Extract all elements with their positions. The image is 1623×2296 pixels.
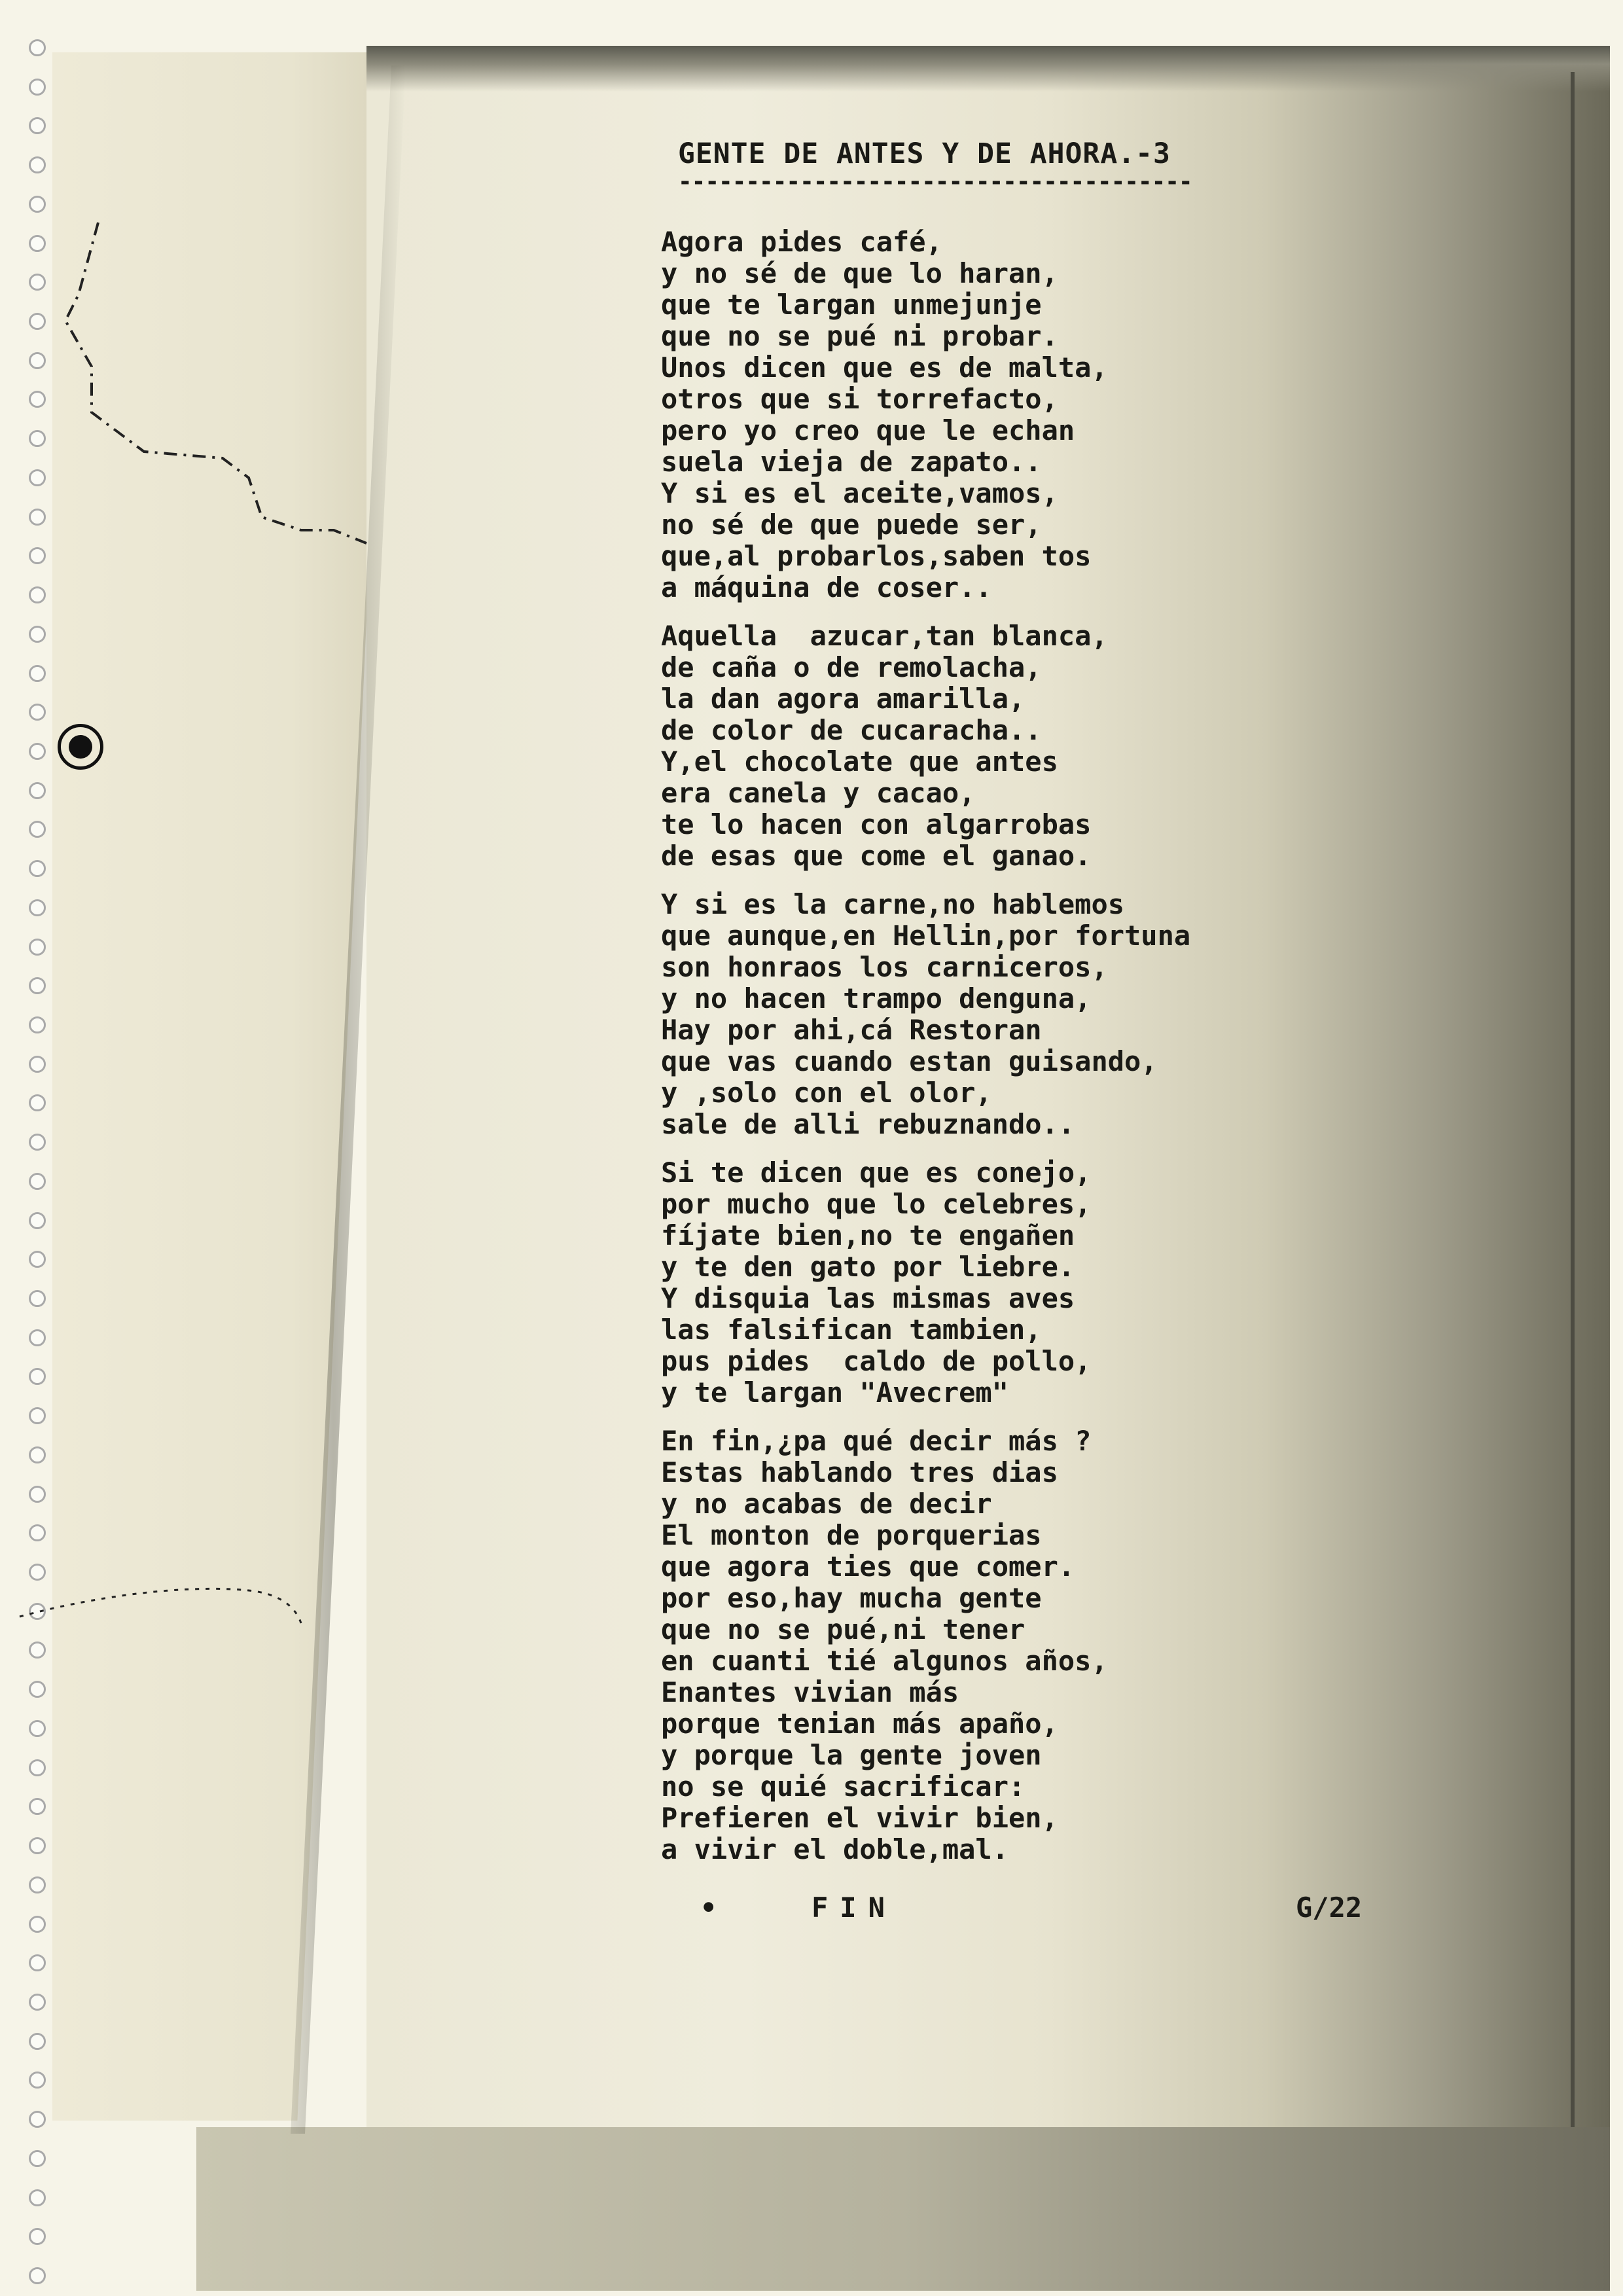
spiral-ring (29, 1641, 46, 1659)
poem-line: la dan agora amarilla, (661, 683, 1026, 715)
spiral-ring (29, 977, 46, 994)
spiral-ring (29, 2150, 46, 2167)
spiral-ring (29, 2111, 46, 2128)
spiral-ring (29, 79, 46, 96)
poem-line: Y si es el aceite,vamos, (661, 477, 1058, 509)
poem-line: son honraos los carniceros, (661, 951, 1108, 983)
poem-line: y no acabas de decir (661, 1488, 992, 1520)
poem-line: en cuanti tié algunos años, (661, 1645, 1108, 1677)
spiral-ring (29, 1486, 46, 1503)
spiral-ring (29, 1681, 46, 1698)
poem-line: y no sé de que lo haran, (661, 257, 1058, 289)
title-underline: -------------------------------------- (678, 168, 1192, 195)
poem-line: Si te dicen que es conejo, (661, 1157, 1092, 1189)
spiral-ring (29, 156, 46, 173)
footer-page-code: G/22 (1296, 1892, 1363, 1924)
poem-line: no sé de que puede ser, (661, 509, 1042, 541)
spiral-ring (29, 1720, 46, 1737)
poem-line: que agora ties que comer. (661, 1551, 1075, 1583)
poem-line: Hay por ahi,cá Restoran (661, 1014, 1042, 1046)
poem-stanza (661, 1426, 1446, 1865)
poem-line: a máquina de coser.. (661, 571, 992, 603)
spiral-ring (29, 1837, 46, 1854)
dash-dot-annotation (26, 216, 380, 556)
spiral-ring (29, 1524, 46, 1541)
poem-line: que no se pué ni probar. (661, 320, 1058, 352)
spiral-ring (29, 1876, 46, 1893)
poem-stanza (661, 620, 1446, 872)
poem-line: y porque la gente joven (661, 1739, 1042, 1771)
spiral-ring (29, 1212, 46, 1229)
poem-line: por mucho que lo celebres, (661, 1188, 1092, 1220)
poem-line: de color de cucaracha.. (661, 714, 1042, 746)
spiral-ring (29, 39, 46, 56)
poem-line: suela vieja de zapato.. (661, 446, 1042, 478)
poem-stanza (661, 1157, 1446, 1408)
spiral-ring (29, 743, 46, 760)
spiral-ring (29, 1954, 46, 1971)
poem-line: y no hacen trampo denguna, (661, 982, 1092, 1014)
footer-fin: FIN (812, 1892, 897, 1924)
poem-line: de esas que come el ganao. (661, 840, 1092, 872)
spiral-ring (29, 821, 46, 838)
spiral-ring (29, 939, 46, 956)
spiral-ring (29, 1446, 46, 1463)
poem-line: Unos dicen que es de malta, (661, 351, 1108, 384)
poem-line: sale de alli rebuznando.. (661, 1108, 1075, 1140)
poem-line: Prefieren el vivir bien, (661, 1802, 1058, 1834)
poem-line: te lo hacen con algarrobas (661, 808, 1092, 840)
poem-line: Y disquia las mismas aves (661, 1282, 1075, 1314)
spiral-ring (29, 1134, 46, 1151)
poem-line: El monton de porquerias (661, 1519, 1042, 1551)
poem-line: fíjate bien,no te engañen (661, 1219, 1075, 1251)
poem-line: a vivir el doble,mal. (661, 1833, 1009, 1865)
spiral-ring (29, 1251, 46, 1268)
spiral-ring (29, 1290, 46, 1307)
footer-bullet: • (700, 1892, 717, 1924)
poem-line: era canela y cacao, (661, 777, 976, 809)
spiral-ring (29, 1016, 46, 1033)
spiral-ring (29, 1368, 46, 1385)
spiral-ring (29, 860, 46, 877)
spiral-ring (29, 2267, 46, 2284)
spiral-ring (29, 1407, 46, 1424)
poem-line: pus pides caldo de pollo, (661, 1345, 1092, 1377)
spiral-ring (29, 1759, 46, 1776)
spiral-ring (29, 626, 46, 643)
spiral-ring (29, 586, 46, 603)
poem-stanza (661, 226, 1446, 603)
spiral-ring (29, 1798, 46, 1815)
spiral-ring (29, 2033, 46, 2050)
spiral-ring (29, 782, 46, 799)
spiral-ring (29, 196, 46, 213)
poem-line: En fin,¿pa qué decir más ? (661, 1425, 1092, 1457)
cross-stitch-annotation (13, 1558, 314, 1630)
poem-line: que no se pué,ni tener (661, 1613, 1026, 1645)
poem-line: no se quié sacrificar: (661, 1770, 1026, 1803)
poem-line: las falsifican tambien, (661, 1314, 1042, 1346)
poem-line: Agora pides café, (661, 226, 942, 258)
spiral-ring (29, 1173, 46, 1190)
poem-line: Enantes vivian más (661, 1676, 959, 1708)
poem-line: que te largan unmejunje (661, 289, 1042, 321)
spiral-ring (29, 1916, 46, 1933)
poem-line: y te den gato por liebre. (661, 1251, 1075, 1283)
spiral-ring (29, 1329, 46, 1346)
spiral-ring (29, 117, 46, 134)
hole-punch-mark (58, 724, 103, 770)
spiral-ring (29, 704, 46, 721)
poem-line: porque tenian más apaño, (661, 1708, 1058, 1740)
spiral-ring (29, 899, 46, 916)
poem-line: y te largan "Avecrem" (661, 1376, 1009, 1408)
spiral-ring (29, 665, 46, 682)
spiral-ring (29, 1056, 46, 1073)
poem-line: otros que si torrefacto, (661, 383, 1058, 415)
poem-stanza (661, 889, 1446, 1140)
poem-line: Estas hablando tres dias (661, 1456, 1058, 1488)
poem-line: que vas cuando estan guisando, (661, 1045, 1158, 1077)
poem-line: de caña o de remolacha, (661, 651, 1042, 683)
bottom-shadow-strip (196, 2127, 1610, 2291)
document-title: GENTE DE ANTES Y DE AHORA.-3 (678, 137, 1171, 170)
poem-document (661, 137, 1446, 1882)
poem-line: Y si es la carne,no hablemos (661, 888, 1125, 920)
poem-line: y ,solo con el olor, (661, 1077, 992, 1109)
poem-line: que aunque,en Hellin,por fortuna (661, 920, 1191, 952)
spiral-ring (29, 1994, 46, 2011)
poem-body (661, 226, 1446, 1865)
poem-line: Aquella azucar,tan blanca, (661, 620, 1108, 652)
poem-line: que,al probarlos,saben tos (661, 540, 1092, 572)
spiral-ring (29, 1094, 46, 1111)
spiral-ring (29, 2228, 46, 2245)
spiral-ring (29, 2189, 46, 2206)
poem-line: pero yo creo que le echan (661, 414, 1075, 446)
poem-line: por eso,hay mucha gente (661, 1582, 1042, 1614)
spiral-ring (29, 2072, 46, 2089)
poem-line: Y,el chocolate que antes (661, 745, 1058, 778)
